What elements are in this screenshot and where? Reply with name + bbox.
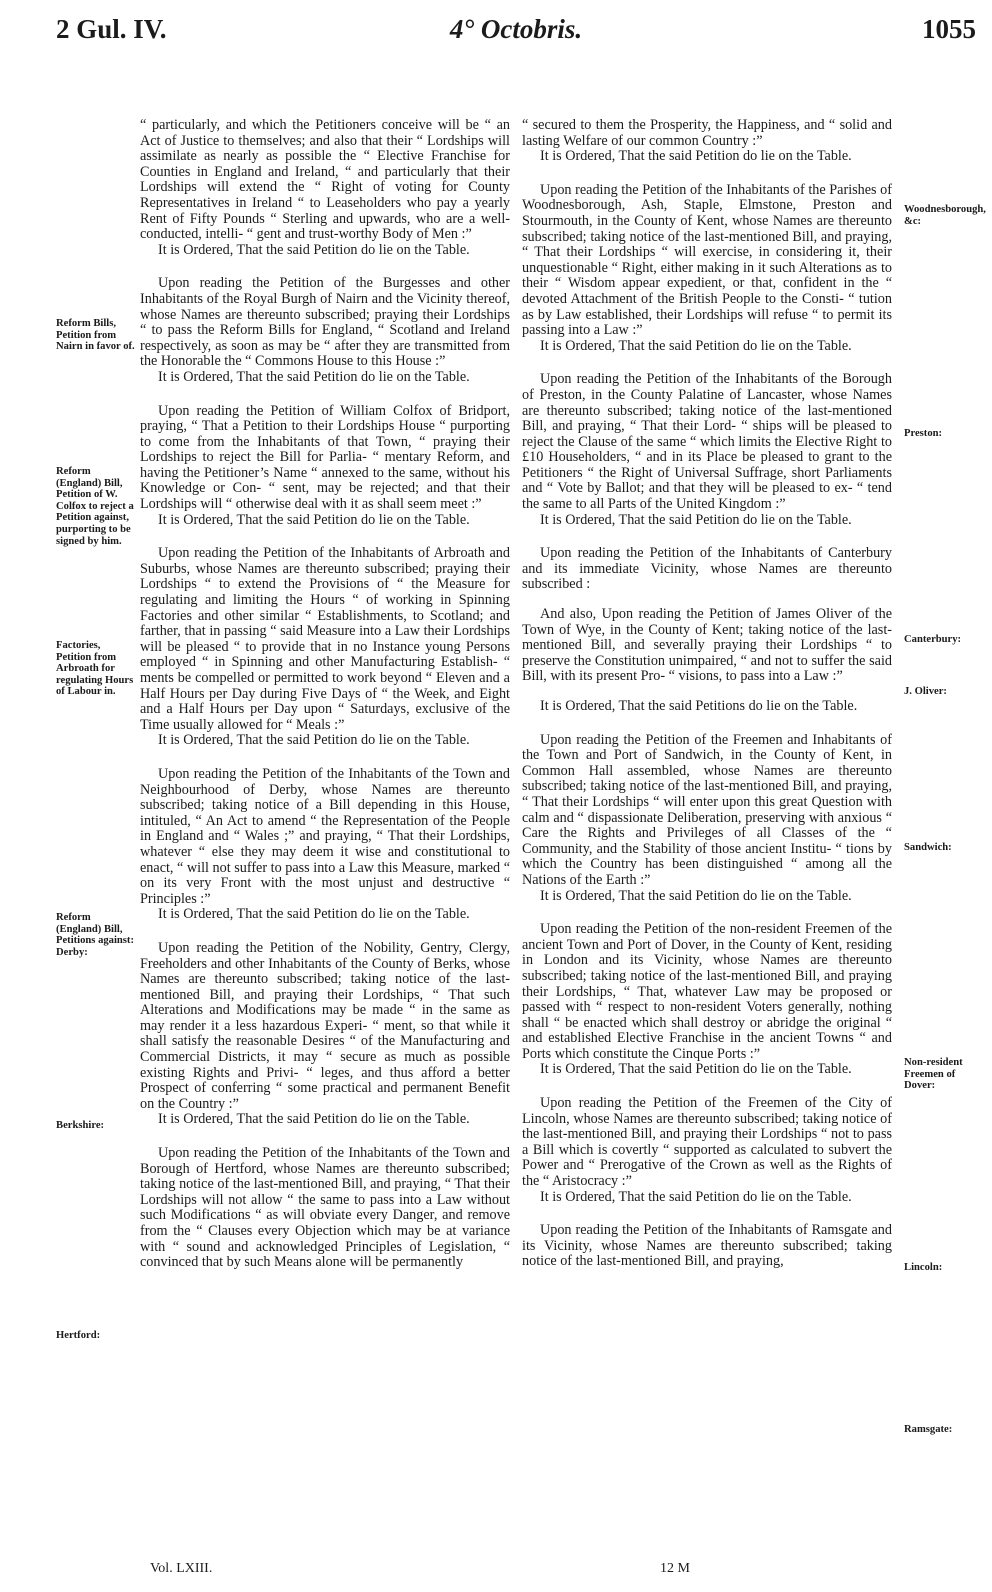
margin-note: Reform (England) Bill, Petitions against: Derby: (56, 912, 134, 958)
order-line: It is Ordered, That the said Petition do lie on the Table. (158, 1111, 470, 1128)
right-column (522, 118, 892, 1270)
petition-paragraph: Upon reading the Petition of the non-resident Freemen of the ancient Town and Port of Dover, in the County of Kent, residing in London and its Vicinity, whose Names are thereunto subscribed; taking notice of the last-mentioned Bill, and praying their Lordships, “ That, whatever Law may be proposed or passed with “ respect to non-resident Voters generally, nothing shall “ be enacted which shall destroy or abridge the original “ and established Elective Franchise in the ancient Towns “ and Ports which constitute the Cinque Ports :” (522, 921, 892, 1062)
order-line: It is Ordered, That the said Petition do lie on the Table. (540, 337, 852, 354)
order-line: It is Ordered, That the said Petition do lie on the Table. (540, 1188, 852, 1205)
header-date: 4° Octobris. (449, 14, 583, 44)
order-line: It is Ordered, That the said Petition do lie on the Table. (540, 148, 852, 165)
margin-note: Lincoln: (904, 1262, 943, 1273)
margin-note: J. Oliver: (904, 686, 947, 697)
petition-paragraph: Upon reading the Petition of the Inhabitants of the Town and Neighbourhood of Derby, whose Names are thereunto subscribed; taking notice of a Bill depending in this House, intituled, “ An Act to amend “ the Representation of the People in England and “ Wales ;” and praying, “ That their Lordships, whatever “ else they may deem it wise and constitutional to enact, “ will not suffer to pass into a Law this Measure, marked “ on its very Front with the most unjust and destructive “ Principles :” (140, 765, 510, 907)
order-line: It is Ordered, That the said Petition do lie on the Table. (540, 887, 852, 904)
order-line: It is Ordered, That the said Petition do lie on the Table. (158, 241, 470, 258)
margin-note: Canterbury: (904, 634, 962, 645)
petition-paragraph: Upon reading the Petition of the Inhabitants of the Parishes of Woodnesborough, Ash, Staple, Elmstone, Preston and Stourmouth, in the County of Kent, whose Names are thereunto subscribed; taking notice of the last-mentioned Bill, and praying, “ That their Lordships “ will exercise, in considering it, their unquestionable “ Right, either making in it such Alterations as to their “ Wisdom appear expedient, or that, confident in the “ devoted Attachment of the British People to the Consti- “ tution as by Law established, their Lordships will refuse “ to permit its passing into a Law :” (522, 181, 892, 339)
margin-note: Preston: (904, 428, 943, 439)
margin-note: Non-resident Freemen of Dover: (904, 1057, 963, 1092)
margin-note: Hertford: (56, 1330, 101, 1341)
order-line: It is Ordered, That the said Petition do lie on the Table. (158, 906, 470, 923)
petition-paragraph: Upon reading the Petition of the Inhabitants of the Borough of Preston, in the County Palatine of Lancaster, whose Names are thereunto subscribed; taking notice of the last-mentioned Bill, and praying, “ That their Lord- “ ships will be pleased to reject the Clause of the same “ which limits the Elective Right to £10 Householders, “ and in its Place be pleased to grant to the Petitioners “ the Right of Universal Suffrage, short Parliaments and “ Vote by Ballot; and that they will be pleased to ex- “ tend the same to all Parts of the United Kingdom :” (522, 371, 892, 513)
petition-paragraph: Upon reading the Petition of the Inhabitants of Canterbury and its immediate Vicinity, whose Names are thereunto subscribed : (522, 545, 892, 593)
margin-note: Factories, Petition from Arbroath for regulating Hours of Labour in. (56, 640, 134, 698)
margin-note: Reform Bills, Petition from Nairn in favor of. (56, 318, 135, 353)
margin-note: Reform (England) Bill, Petition of W. Colfox to reject a Petition against, purporting to be signed by him. (56, 466, 134, 547)
footer-volume: Vol. LXIII. (150, 1561, 213, 1576)
petition-paragraph: Upon reading the Petition of the Freemen of the City of Lincoln, whose Names are thereunto subscribed; taking notice of the last-mentioned Bill, and praying their Lordships “ not to pass a Bill which is covertly “ supported as calculated to subvert the Power and “ Prerogative of the Crown as well as the Rights of the “ Aristocracy :” (522, 1095, 892, 1190)
petition-paragraph: And also, Upon reading the Petition of James Oliver of the Town of Wye, in the County of Kent; taking notice of the last-mentioned Bill, and severally praying their Lordships “ to preserve the Constitution unimpaired, “ and not to suffer the said Bill, with its present Pro- “ visions, to pass into a Law :” (522, 606, 892, 685)
order-line: It is Ordered, That the said Petition do lie on the Table. (158, 511, 470, 528)
margin-note: Sandwich: (904, 842, 952, 853)
petition-paragraph: “ particularly, and which the Petitioners conceive will be “ an Act of Justice to themselves; and also that their “ Lordships will assimilate as nearly as possible the “ Elective Franchise for Counties in England and Ireland, “ and particularly that their Lordships will extend the “ Right of voting for County Representatives in Ireland “ to Leaseholders who pay a yearly Rent of Fifty Pounds “ Sterling and upwards, who are a well-conducted, intelli- “ gent and trust-worthy Body of Men :” (140, 117, 510, 243)
petition-paragraph: Upon reading the Petition of the Burgesses and other Inhabitants of the Royal Burgh of Nairn and the Vicinity thereof, whose Names are thereunto subscribed; praying their Lordships “ to pass the Reform Bills for England, “ Scotland and Ireland respectively, as soon as may be “ after they are transmitted from the Honorable the “ Commons House to this House :” (140, 275, 510, 370)
header-regnal-year: 2 Gul. IV. (56, 14, 167, 44)
order-line: It is Ordered, That the said Petition do lie on the Table. (158, 732, 470, 749)
petition-paragraph: “ secured to them the Prosperity, the Happiness, and “ solid and lasting Welfare of our common Country :” (522, 117, 892, 149)
left-column (140, 118, 510, 1271)
margin-note: Ramsgate: (904, 1424, 953, 1435)
petition-paragraph: Upon reading the Petition of William Colfox of Bridport, praying, “ That a Petition to their Lordships House “ purporting to come from the Inhabitants of that Town, “ praying their Lordships to reject the Bill for Parlia- “ mentary Reform, and having the Petitioner’s Name “ annexed to the same, without his Knowledge or Con- “ sent, may be rejected; and that their Lordships will “ otherwise deal with it as shall seem meet :” (140, 402, 510, 513)
margin-note: Berkshire: (56, 1120, 105, 1131)
petition-paragraph: Upon reading the Petition of the Inhabitants of Arbroath and Suburbs, whose Names are thereunto subscribed; praying their Lordships “ to extend the Provisions of “ the Measure for regulating and limiting the Hours “ of working in Spinning Factories and other similar “ Establishments, to Scotland; and farther, that in passing “ said Measure into a Law their Lordships will be pleased “ to provide that in no Instance young Persons employed “ in Spinning and other Manufacturing Establish- “ ments be compelled or permitted to work beyond “ Eleven and a Half Hours per Day during Five Days of “ the Week, and Eight and a Half Hours per Day upon “ Saturdays, exclusive of the Time usually allowed for “ Meals :” (140, 545, 510, 733)
order-line: It is Ordered, That the said Petition do lie on the Table. (540, 511, 852, 528)
page-number: 1055 (922, 14, 976, 44)
petition-paragraph: Upon reading the Petition of the Nobility, Gentry, Clergy, Freeholders and other Inhabitants of the County of Berks, whose Names are thereunto subscribed; taking notice of the last-mentioned Bill, and praying their Lordships, “ That such Alterations and Modifications may be made “ in the same as may render it a less hazardous Experi- “ ment, so that while it shall satisfy the reasonable Desires “ of the Manufacturing and Commercial Districts, it may “ secure as much as possible existing Rights and Privi- “ leges, and thus afford a better Prospect of conferring “ some practical and permanent Benefit on the Country :” (140, 939, 510, 1112)
footer-signature: 12 M (660, 1561, 690, 1576)
petition-paragraph: Upon reading the Petition of the Freemen and Inhabitants of the Town and Port of Sandwich, in the County of Kent, in Common Hall assembled, whose Names are thereunto subscribed; taking notice of the last-mentioned Bill, and praying, “ That their Lordships “ will enter upon this great Question with calm and “ dispassionate Deliberation, preserving with anxious “ Care the Rights and Privileges of all Classes of the “ Community, and the Stability of those ancient Institu- “ tions by which the Country has been distinguished “ among all the Nations of the Earth :” (522, 731, 892, 888)
petition-paragraph: Upon reading the Petition of the Inhabitants of the Town and Borough of Hertford, whose Names are thereunto subscribed; taking notice of the last-mentioned Bill, and praying, “ That their Lordships will not allow “ the same to pass into a Law without such Modifications “ as will obviate every Danger, and remove from the “ Clauses every Objection which may be at variance with “ sound and acknowledged Principles of Legislation, “ convinced that by such Means alone will be permanently (140, 1145, 510, 1271)
order-line: It is Ordered, That the said Petition do lie on the Table. (158, 368, 470, 385)
order-line: It is Ordered, That the said Petitions do lie on the Table. (540, 698, 858, 714)
petition-paragraph: Upon reading the Petition of the Inhabitants of Ramsgate and its Vicinity, whose Names are thereunto subscribed; taking notice of the last-mentioned Bill, and praying, (522, 1222, 892, 1270)
page-header (56, 14, 976, 54)
margin-note: Woodnesborough, &c: (904, 204, 986, 227)
order-line: It is Ordered, That the said Petition do lie on the Table. (540, 1061, 852, 1078)
